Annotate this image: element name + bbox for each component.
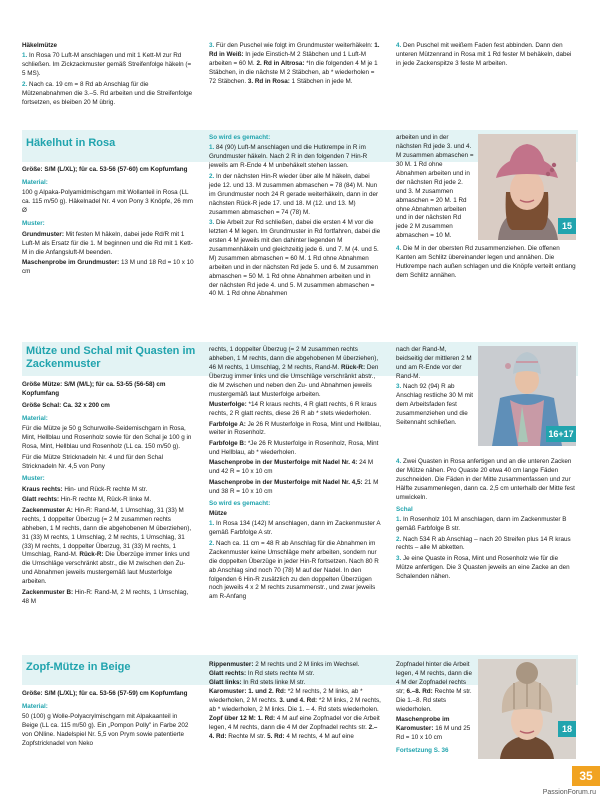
section-2-farbfolge-b: Farbfolge B: *Je 26 R Musterfolge in Rosenholz, Rosa, Mint und Hellblau, ab * wiederholen. [209,439,379,456]
section-3-photo [478,659,576,759]
section-3-continue-line [396,747,474,756]
section-2-pattern-head: Muster: [22,475,45,483]
section-2-step-4: 4. Zwei Quasten in Rosa anfertigen und an die unteren Zacken der Mütze nähen. Pro Quaste 20 etwa 40 cm lange Fäden zuschneiden. Die Fäden in der Mitte zusammenfassen und zur Hälfte zusammenlegen, dann ca. 2,5 cm unterhalb der Mitte fest umwickeln. [396,458,575,501]
top-col-2 [209,42,381,88]
section-3-material-head: Material: [22,702,48,710]
section-2-col-3-wide [396,458,576,583]
section-1-pattern: Grundmuster: Mit festen M häkeln, dabei jede Rd/R mit 1 Luft-M als Ersatz für die 1. M beginnen und die Rd mit 1 Kett-M in die Anfangsluft-M beenden. [22,230,193,256]
section-1-size: Größe: S/M (L/XL); für ca. 53-56 (57-60) cm Kopfumfang [22,166,188,173]
section-2-musterfolge: Musterfolge: *14 R kraus rechts, 4 R glatt rechts, 6 R kraus rechts, 2 R glatt rechts, diese 26 R ab * stets wiederholen. [209,401,377,418]
section-1-step-2: 2. In der nächsten Hin-R wieder über alle M häkeln, dabei jede 12. und 13. M zusammen abmaschen = 78 (84) M. Nun im Grundmuster noch 24 R gerade weiterhäkeln, dann in der nächsten Rück-R jede 17. und 18. M (12. und 13. M) zusammen abmaschen = 74 (78) M. [209,172,379,216]
section-3-badge: 18 [558,721,576,737]
section-2-badge: 16+17 [546,426,576,442]
section-1-step-1: 1. 84 (90) Luft-M anschlagen und die Hutkrempe in R im Grundmuster häkeln. Nach 2 R in den folgenden 7 Hin-R jeweils am R-Ende 4 M unbehäkelt stehen lassen. [209,144,368,170]
section-2-title: Mütze und Schal mit Quasten im Zackenmuster [26,345,196,371]
section-2-gauge-4: Maschenprobe in der Musterfolge mit Nadel Nr. 4: 24 M und 42 R = 10 x 10 cm [209,459,374,476]
section-1-material-head: Material: [22,178,48,186]
section-2-pattern-3: Zackenmuster A: Hin-R: Rand-M, 1 Umschlag, 31 (33) M rechts, 1 doppelter Überzug (= 2 M zusammen rechts abheben, 1 M rechts, dann die abgehobenen M überziehen), 31 (33) M rechts, 1 Umschlag, 2 M rechts, 1 Umschlag, 31 (33) M rechts, 1 doppelter Überzug, 31 (33) M rechts, 1 Umschlag, Rand-M. Rück-R: Die Überzüge immer links und die Umschläge verschränkt abstr., die M zwischen den Zu- und Abnahmen jeweils mustergemäß laut Musterfolge arbeiten. [22,506,192,586]
section-1-col-2 [209,134,381,301]
top-step-4: 4. Den Puschel mit weißem Faden fest abbinden. Dann den unteren Mützenrand in Rosa mit 1 Rd fester M behäkeln, dabei in jede Zackenspitze 3 feste M arbeiten. [396,42,572,67]
section-1-material: 100 g Alpaka-Polyamidmischgarn mit Wollanteil in Rosa (LL ca. 115 m/50 g). Häkelnadel Nr. 4 von Pony 3 Knöpfe, 26 mm Ø [22,189,194,215]
section-2-pattern-5: Zackenmuster B: Hin-R: Rand-M, 2 M rechts, 1 Umschlag, 48 M [22,588,189,605]
section-2-material-1: Für die Mütze je 50 g Schurwolle-Seidemischgarn in Rosa, Mint, Hellblau und Rosenholz sowie für den Schal je 100 g in Rosa, Mint, Hellblau und Rosenholz (LL ca. 150 m/50 g). [22,425,192,451]
section-3-col-2 [209,661,381,743]
watermark-text: PassionForum.ru [542,789,596,797]
section-1-col3-text: arbeiten und in der nächsten Rd jede 3. und 4. M zusammen abmaschen = 30 M. 1 Rd ohne Abnahmen arbeiten und in der nächsten Rd jede 2. und 3. M zusammen abmaschen = 20 M. 1 Rd ohne Abnahmen arbeiten und in der nächsten Rd jede 2 M zusammen abmaschen = 10 M. [396,134,474,240]
section-2-schal-step-1: 1. In Rosenholz 101 M anschlagen, dann im Zackenmuster B gemäß Farbfolge B str. [396,516,567,533]
section-2-pattern-2: Glatt rechts: Hin-R rechte M, Rück-R linke M. [22,496,152,504]
section-2-schal-step-2: 2. Nach 534 R ab Anschlag – nach 20 Streifen plus 14 R kraus rechts – alle M abketten. [396,535,571,552]
section-2-col-1 [22,381,194,608]
section-2-size-scarf: Größe Schal: Ca. 32 x 200 cm [22,401,110,409]
section-2-how-muetze: Mütze [209,509,227,517]
page-number: 35 [572,766,600,786]
section-3-col-1 [22,690,194,751]
section-2-schal-head: Schal [396,505,413,513]
section-3-col3-text: Zopfnadel hinter die Arbeit legen, 4 M rechts, dann die 4 M der Zopfnadel rechts str; 6.–8. Rd: Rechte M str. Die 1.–8. Rd stets wiederholen. [396,661,472,713]
section-1-gauge: Maschenprobe im Grundmuster: 13 M und 18 Rd = 10 x 10 cm [22,258,194,275]
section-1-pattern-head: Muster: [22,220,45,228]
section-2-how-head: So wird es gemacht: [209,499,271,507]
section-2-col-2 [209,346,381,604]
section-2-step-3: 3. Nach 92 (94) R ab Anschlag restliche 30 M mit dem Arbeitsfaden fest zusammenziehen und die Seitennaht schließen. [396,383,473,426]
section-1-title: Häkelhut in Rosa [26,137,116,149]
top-col-1 [22,42,194,109]
section-3-size: Größe: S/M (L/XL); für ca. 53-56 (57-59) cm Kopfumfang [22,690,188,697]
continue-link[interactable]: Fortsetzung S. 36 [396,746,449,754]
section-1-col-3-wide [396,245,576,282]
section-2-size-hat: Größe Mütze: S/M (M/L); für ca. 53-55 (56-58) cm Kopfumfang [22,381,166,397]
section-2-material-head: Material: [22,414,48,422]
section-1-step-4: 4. Die M in der obersten Rd zusammenziehen. Die offenen Kanten am Schlitz übereinander legen und annähen. Die Hutkrempe nach außen schlagen und die Knöpfe verteilt entlang dem Schlitz annähen. [396,245,576,279]
section-2-step-1: 1. In Rosa 134 (142) M anschlagen, dann im Zackenmuster A gemäß Farbfolge A str. [209,520,381,537]
top-heading: Häkelmütze [22,42,57,49]
section-2-gauge-45: Maschenprobe in der Musterfolge mit Nadel Nr. 4,5: 21 M und 38 R = 10 x 10 cm [209,478,379,495]
section-3-col-3 [396,661,474,757]
section-1-step-3: 3. Die Arbeit zur Rd schließen, dabei die ersten 4 M vor die letzten 4 M legen. Im Grundmuster in Rd fortfahren, dabei die ersten 4 M jeweils mit den dahinter liegenden M zusammenhäkeln und gleichzeitig jede 6. und 7. M (4. und 5. M) zusammen abmaschen = 60 M. 1 Rd ohne Abnahmen arbeiten und in der nächsten Rd jede 5. und 6. M zusammen abmaschen = 50 M. 1 Rd ohne Abnahmen arbeiten und in der nächsten Rd jede 4. und 5. M zusammen abmaschen = 40 M. 1 Rd ohne Abnahmen [209,218,381,298]
section-3-gauge: Maschenprobe im Karomuster: 16 M und 25 Rd = 10 x 10 cm [396,716,471,741]
top-step-2: 2. Nach ca. 19 cm = 8 Rd ab Anschlag für die Mützenabnahmen die 3.–5. Rd arbeiten und die Streifenfolge fortsetzen, es bleiben 20 M übrig. [22,80,193,106]
top-step-1: 1. In Rosa 70 Luft-M anschlagen und mit 1 Kett-M zur Rd schließen. Im Zickzackmuster gemäß Streifenfolge häkeln (= 5 MS). [22,52,192,78]
section-1-col-3-narrow [396,134,474,243]
section-1-how-head: So wird es gemacht: [209,134,271,141]
section-2-schal-step-3: 3. Je eine Quaste in Rosa, Mint und Rosenholz wie für die Mütze anfertigen. Die 3 Quasten jeweils an eine Zacke an den Schalenden nähen. [396,554,570,580]
section-1-badge: 15 [558,218,576,234]
section-2-step-2: 2. Nach ca. 11 cm = 48 R ab Anschlag für die Abnahmen im Zackenmuster keine Umschläge mehr arbeiten, sondern nur die doppelten Überzüge in jeder Hin-R fortsetzen. Nach 80 R ab Anschlag sind noch 70 (78) M auf der Nadel. In den folgenden 6 Hin-R zusätzlich zu den doppelten Überzügen noch jeweils 4 x 2 M rechts zusammenstr., und zwar jeweils am R-Anfang [209,539,379,601]
section-3-pattern-1: Rippenmuster: 2 M rechts und 2 M links im Wechsel. Glatt rechts: In Rd stets rechte M str. Glatt links: In Rd stets linke M str. Karomuster: 1. und 2. Rd: *2 M rechts, 2 M links, ab * wiederholen, 2 M rechts. 3. und 4. Rd: *2 M links, 2 M rechts, ab * wiederholen, 2 M links. Die 1. – 4. Rd stets wiederholen. Zopf über 12 M: 1. Rd: 4 M auf eine Zopfnadel vor die Arbeit legen, 4 M rechts, dann die 4 M der Zopfnadel rechts str. 2.–4. Rd: Rechte M str. 5. Rd: 4 M rechts, 4 M auf eine [209,661,381,740]
woman-beige-hat-image [478,659,576,759]
section-3-title: Zopf-Mütze in Beige [26,661,131,673]
section-2-pattern-b-cont: rechts, 1 doppelter Überzug (= 2 M zusammen rechts abheben, 1 M rechts, dann die abgehobenen M überziehen), 46 M rechts, 1 Umschlag, 2 M rechts, Rand-M. Rück-R: Den Überzug immer links und die Umschläge verschränkt abstr., die M zwischen und neben den Zu- und Abnahmen jeweils mustergemäß laut Musterfolge arbeiten. [209,346,379,398]
section-2-photo [478,346,576,446]
top-step-3: 3. Für den Puschel wie folgt im Grundmuster weiterhäkeln: 1. Rd in Weiß: In jede Einstich-M 2 Stäbchen und 1 Luft-M arbeiten = 60 M. 2. Rd in Altrosa: *In die folgenden 4 M je 1 Stäbchen, in die nächste M 2 Stäbchen, ab * wiederholen = 72 Stäbchen. 3. Rd in Rosa: 1 Stäbchen in jede M. [209,42,380,85]
section-1-col-1 [22,166,194,278]
section-2-material-2: Für die Mütze Stricknadeln Nr. 4 und für den Schal Stricknadeln Nr. 4,5 von Pony [22,453,164,470]
section-2-col3-text: nach der Rand-M, beidseitig der mittleren 2 M und am R-Ende vor der Rand-M. [396,346,472,380]
section-2-pattern-1: Kraus rechts: Hin- und Rück-R rechte M str. [22,485,148,493]
top-col-3 [396,42,576,70]
section-2-col-3-narrow [396,346,474,429]
section-1-photo [478,134,576,240]
section-3-material: 50 (100) g Wolle-Polyacrylmischgarn mit Alpakaanteil in Beige (LL ca. 115 m/50 g). Ein „Pompon Polly" in Farbe 202 von ONline. Nadelspiel Nr. 5,5 von Prym sowie patentierte Zopfstricknadel von Neko [22,713,189,748]
section-2-farbfolge-a: Farbfolge A: Je 26 R Musterfolge in Rosa, Mint und Hellblau, weiter in Rosenholz. [209,420,381,437]
